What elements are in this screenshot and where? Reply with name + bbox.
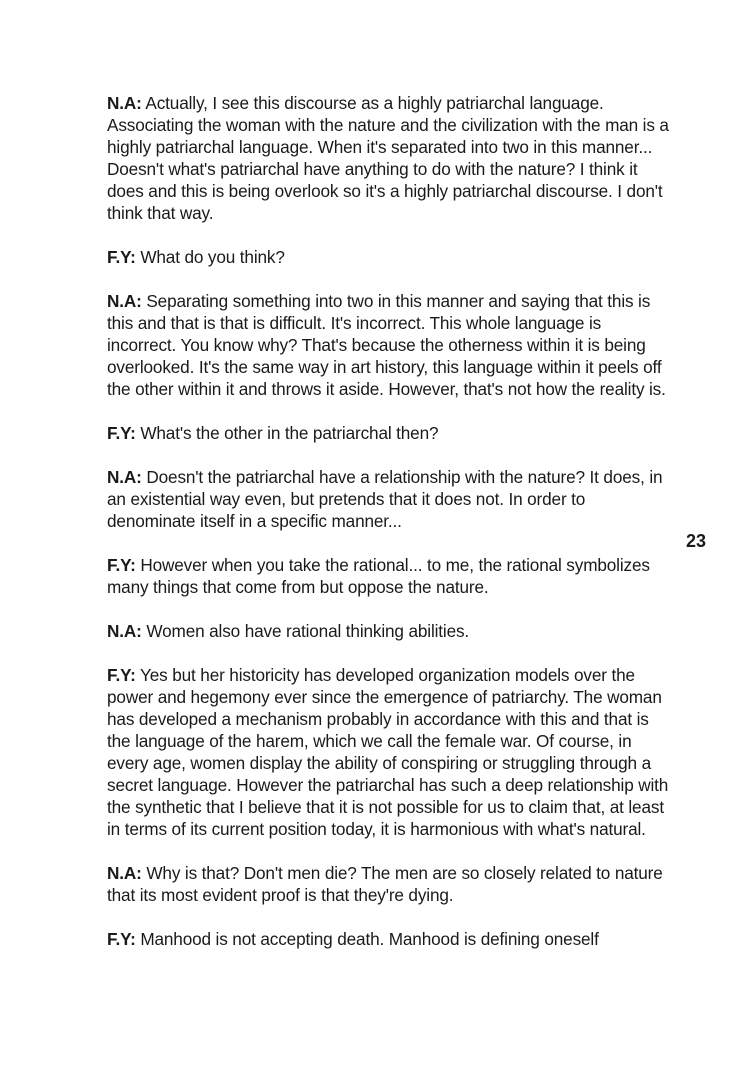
dialogue-paragraph [107,928,672,950]
paragraph-text: What's the other in the patriarchal then? [135,423,439,443]
speaker-label: F.Y: [107,929,136,949]
dialogue-paragraph [107,554,672,598]
speaker-label: N.A: [107,93,142,113]
paragraph-text: Manhood is not accepting death. Manhood is defining oneself [135,929,599,949]
dialogue-paragraph [107,466,672,532]
paragraph-text: What do you think? [135,247,285,267]
paragraph-text: Women also have rational thinking abilities. [141,621,470,641]
dialogue-paragraph [107,92,672,224]
paragraph-text: Why is that? Don't men die? The men are so closely related to nature that its most evident proof is that they're dying. [107,863,663,905]
dialogue-paragraph [107,664,672,840]
dialogue-paragraph [107,246,672,268]
document-body [107,92,672,972]
speaker-label: N.A: [107,291,142,311]
dialogue-paragraph [107,290,672,400]
speaker-label: N.A: [107,863,142,883]
speaker-label: N.A: [107,467,142,487]
dialogue-paragraph [107,620,672,642]
paragraph-text: However when you take the rational... to me, the rational symbolizes many things that come from but oppose the nature. [107,555,650,597]
speaker-label: F.Y: [107,555,136,575]
paragraph-text: Separating something into two in this manner and saying that this is this and that is that is difficult. It's incorrect. This whole language is incorrect. You know why? That's because the otherness within it is being overlooked. It's the same way in art history, this language within it peels off the other within it and throws it aside. However, that's not how the reality is. [107,291,666,399]
dialogue-paragraph [107,422,672,444]
speaker-label: F.Y: [107,247,136,267]
paragraph-text: Yes but her historicity has developed organization models over the power and hegemony ever since the emergence of patriarchy. The woman has developed a mechanism probably in accordance with this and that is the language of the harem, which we call the female war. Of course, in every age, women display the ability of conspiring or struggling through a secret language. However the patriarchal has such a deep relationship with the synthetic that I believe that it is not possible for us to claim that, at least in terms of its current position today, it is harmonious with what's natural. [107,665,669,839]
speaker-label: F.Y: [107,423,136,443]
paragraph-text: Doesn't the patriarchal have a relationship with the nature? It does, in an existential way even, but pretends that it does not. In order to denominate itself in a specific manner... [107,467,663,531]
speaker-label: F.Y: [107,665,136,685]
paragraph-text: Actually, I see this discourse as a highly patriarchal language. Associating the woman with the nature and the civilization with the man is a highly patriarchal language. When it's separated into two in this manner... Doesn't what's patriarchal have anything to do with the nature? I think it does and this is being overlook so it's a highly patriarchal discourse. I don't think that way. [107,93,669,223]
dialogue-paragraph [107,862,672,906]
page-number: 23 [686,531,707,551]
speaker-label: N.A: [107,621,142,641]
